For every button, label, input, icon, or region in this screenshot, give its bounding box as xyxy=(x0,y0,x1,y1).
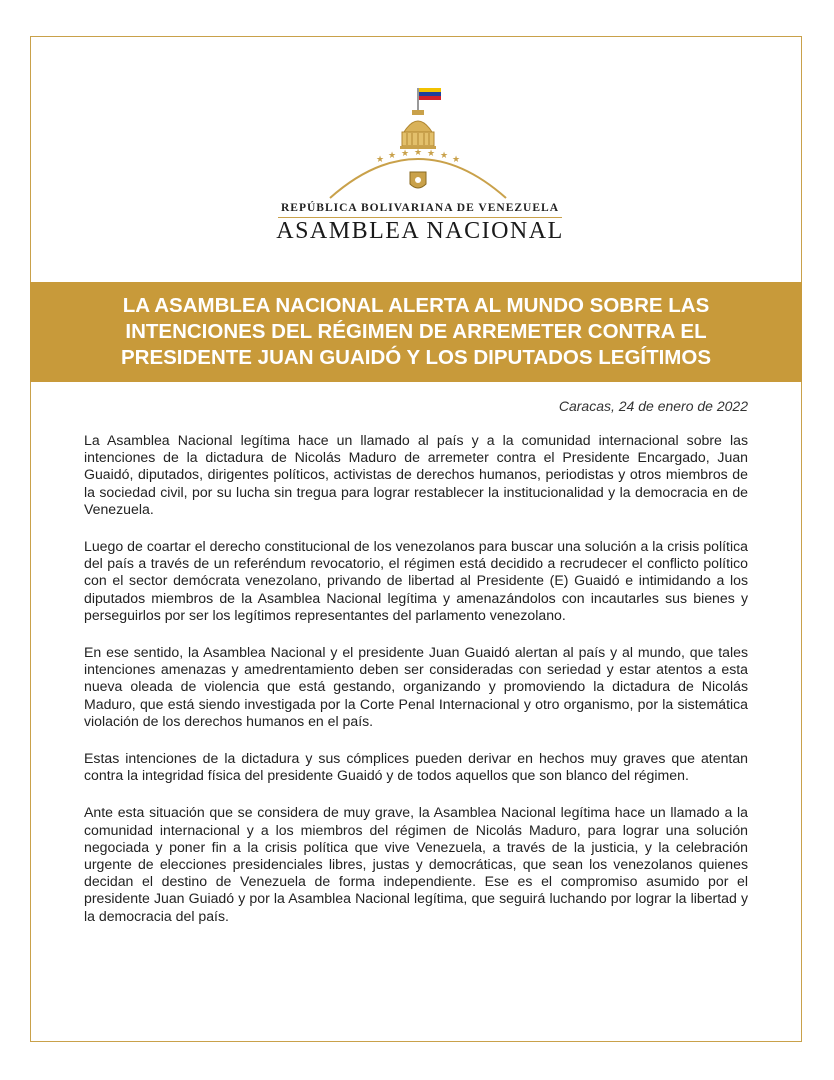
institution-name: ASAMBLEA NACIONAL xyxy=(276,218,564,244)
document-body xyxy=(84,432,748,945)
svg-text:★: ★ xyxy=(401,149,410,159)
paragraph: Estas intenciones de la dictadura y sus cómplices pueden derivar en hechos muy graves que atentan contra la integridad física del presidente Guaidó y de todos aquellos que son blanco del régimen. xyxy=(84,750,748,784)
svg-text:★: ★ xyxy=(427,149,436,159)
document-date: Caracas, 24 de enero de 2022 xyxy=(558,398,748,414)
svg-text:★: ★ xyxy=(452,155,461,165)
asamblea-logo xyxy=(270,80,570,250)
paragraph: Luego de coartar el derecho constitucional de los venezolanos para buscar una solución a la crisis política del país a través de un referéndum revocatorio, el régimen está decidido a recrudecer el conflicto político con el sector demócrata venezolano, privando de libertad al Presidente (E) Guaidó e intimidando a los diputados miembros de la Asamblea Nacional legítima y amenazándolos con incautarles sus bienes y perseguirlos por ser los legítimos representantes del parlamento venezolano. xyxy=(84,538,748,623)
paragraph: La Asamblea Nacional legítima hace un llamado al país y a la comunidad internacional sobre las intenciones de la dictadura de Nicolás Maduro de arremeter contra el Presidente Encargado, Juan Guaidó, diputados, dirigentes políticos, activistas de derechos humanos, periodistas y otros miembros de la sociedad civil, por su lucha sin tregua para lograr restablecer la institucionalidad y la democracia en de Venezuela. xyxy=(84,432,748,517)
republica-label: REPÚBLICA BOLIVARIANA DE VENEZUELA xyxy=(280,202,559,214)
svg-text:★: ★ xyxy=(376,155,385,165)
svg-text:★: ★ xyxy=(388,151,397,161)
svg-text:★: ★ xyxy=(414,148,423,158)
svg-text:★: ★ xyxy=(440,151,449,161)
capitol-dome-icon xyxy=(320,80,520,200)
title-banner xyxy=(30,282,802,382)
page-title: LA ASAMBLEA NACIONAL ALERTA AL MUNDO SOBRE LAS INTENCIONES DEL RÉGIMEN DE ARREMETER CONTRA EL PRESIDENTE JUAN GUAIDÓ Y LOS DIPUTADOS LEGÍTIMOS xyxy=(120,294,711,369)
paragraph: En ese sentido, la Asamblea Nacional y el presidente Juan Guaidó alertan al país y al mundo, que tales intenciones amenazas y amedrentamiento deben ser consideradas con seriedad y estar atentos a esta nueva oleada de violencia que está gestando, organizando y promoviendo la dictadura de Nicolás Maduro, que está siendo investigada por la Corte Penal Internacional y otro organismo, por la sistemática violación de los derechos humanos en el país. xyxy=(84,644,748,729)
paragraph: Ante esta situación que se considera de muy grave, la Asamblea Nacional legítima hace un llamado a la comunidad internacional y a los miembros del régimen de Nicolás Maduro, para lograr una solución negociada y poner fin a la crisis política que vive Venezuela, a través de la justicia, y la celebración urgente de elecciones presidenciales libres, justas y democráticas, que sean los venezolanos quienes decidan el destino de Venezuela de forma independiente. Ese es el compromiso asumido por el presidente Juan Guiadó y por la Asamblea Nacional legítima, que seguirá luchando por lograr la libertad y la democracia del país. xyxy=(84,804,748,924)
